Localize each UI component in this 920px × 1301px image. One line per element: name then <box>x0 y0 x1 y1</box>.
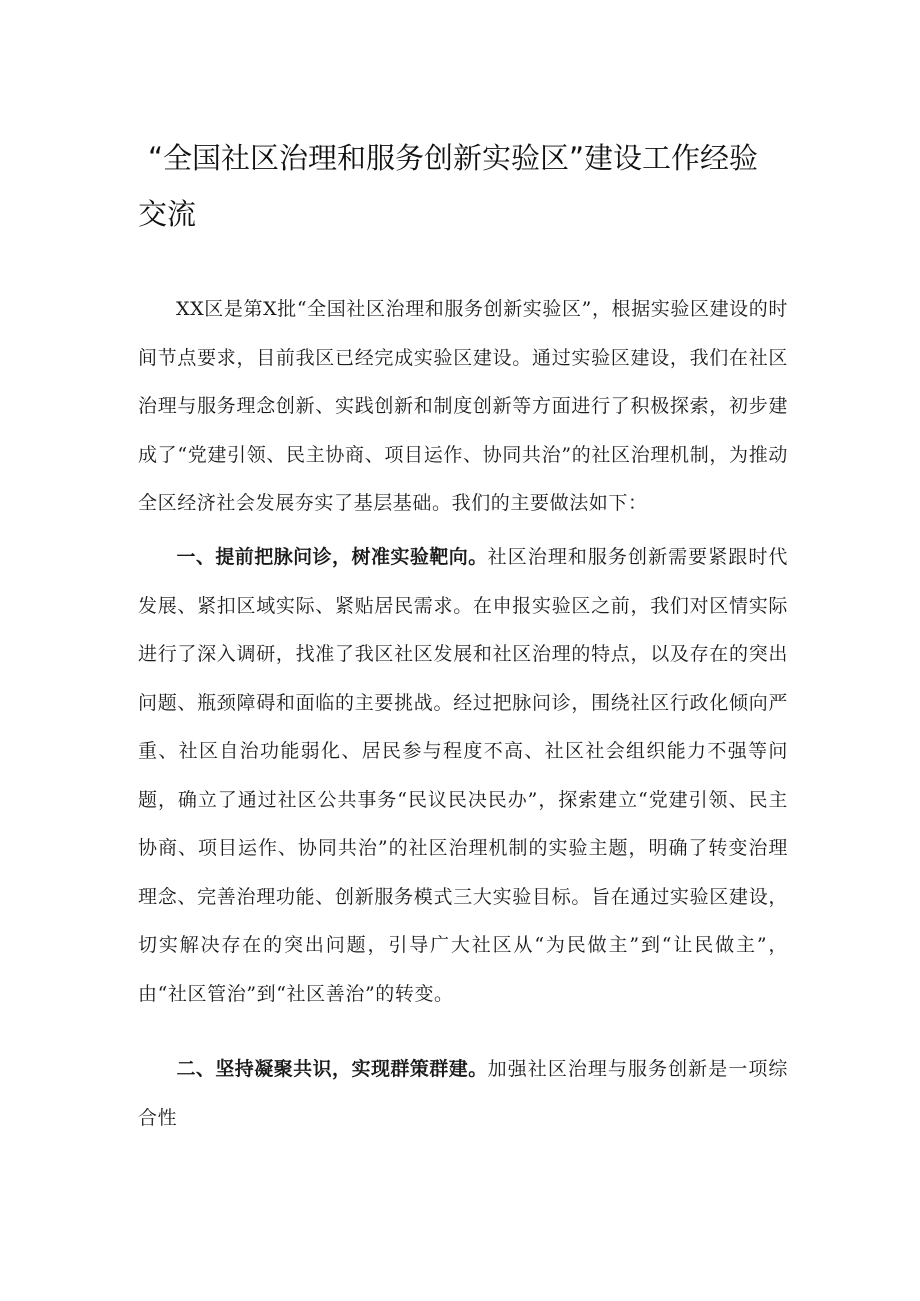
document-title-line-1: “全国社区治理和服务创新实验区”建设工作经验 <box>148 141 759 175</box>
section-1-text: 社区治理和服务创新需要紧跟时代发展、紧扣区域实际、紧贴居民需求。在申报实验区之前，我们对区情实际进行了深入调研，找准了我区社区发展和社区治理的特点，以及存在的突出问题、瓶颈障碍和面临的主要挑战。经过把脉问诊，围绕社区行政化倾向严重、社区自治功能弱化、居民参与程度不高、社区社会组织能力不强等问题，确立了通过社区公共事务“民议民决民办”，探索建立“党建引领、民主协商、项目运作、协同共治”的社区治理机制的实验主题，明确了转变治理理念、完善治理功能、创新服务模式三大实验目标。旨在通过实验区建设，切实解决存在的突出问题，引导广大社区从“为民做主”到“让民做主”，由“社区管治”到“社区善治”的转变。 <box>138 546 788 1005</box>
section-1-heading: 一、提前把脉问诊，树准实验靶向。 <box>176 546 488 568</box>
paragraph-intro-text: XX区是第X批“全国社区治理和服务创新实验区”，根据实验区建设的时间节点要求，目前我区已经完成实验区建设。通过实验区建设，我们在社区治理与服务理念创新、实践创新和制度创新等方面进行了积极探索，初步建成了“党建引领、民主协商、项目运作、协同共治”的社区治理机制，为推动全区经济社会发展夯实了基层基础。我们的主要做法如下： <box>138 298 788 514</box>
section-2-text: 加强社区治理与服务创新是一项综合性 <box>138 1058 788 1129</box>
paragraph-section-1 <box>138 533 788 1018</box>
paragraph-intro <box>138 285 788 528</box>
document-title-line-2: 交流 <box>138 197 197 231</box>
section-2-heading: 二、坚持凝聚共识，实现群策群建。 <box>176 1058 488 1080</box>
paragraph-section-2 <box>138 1045 788 1142</box>
